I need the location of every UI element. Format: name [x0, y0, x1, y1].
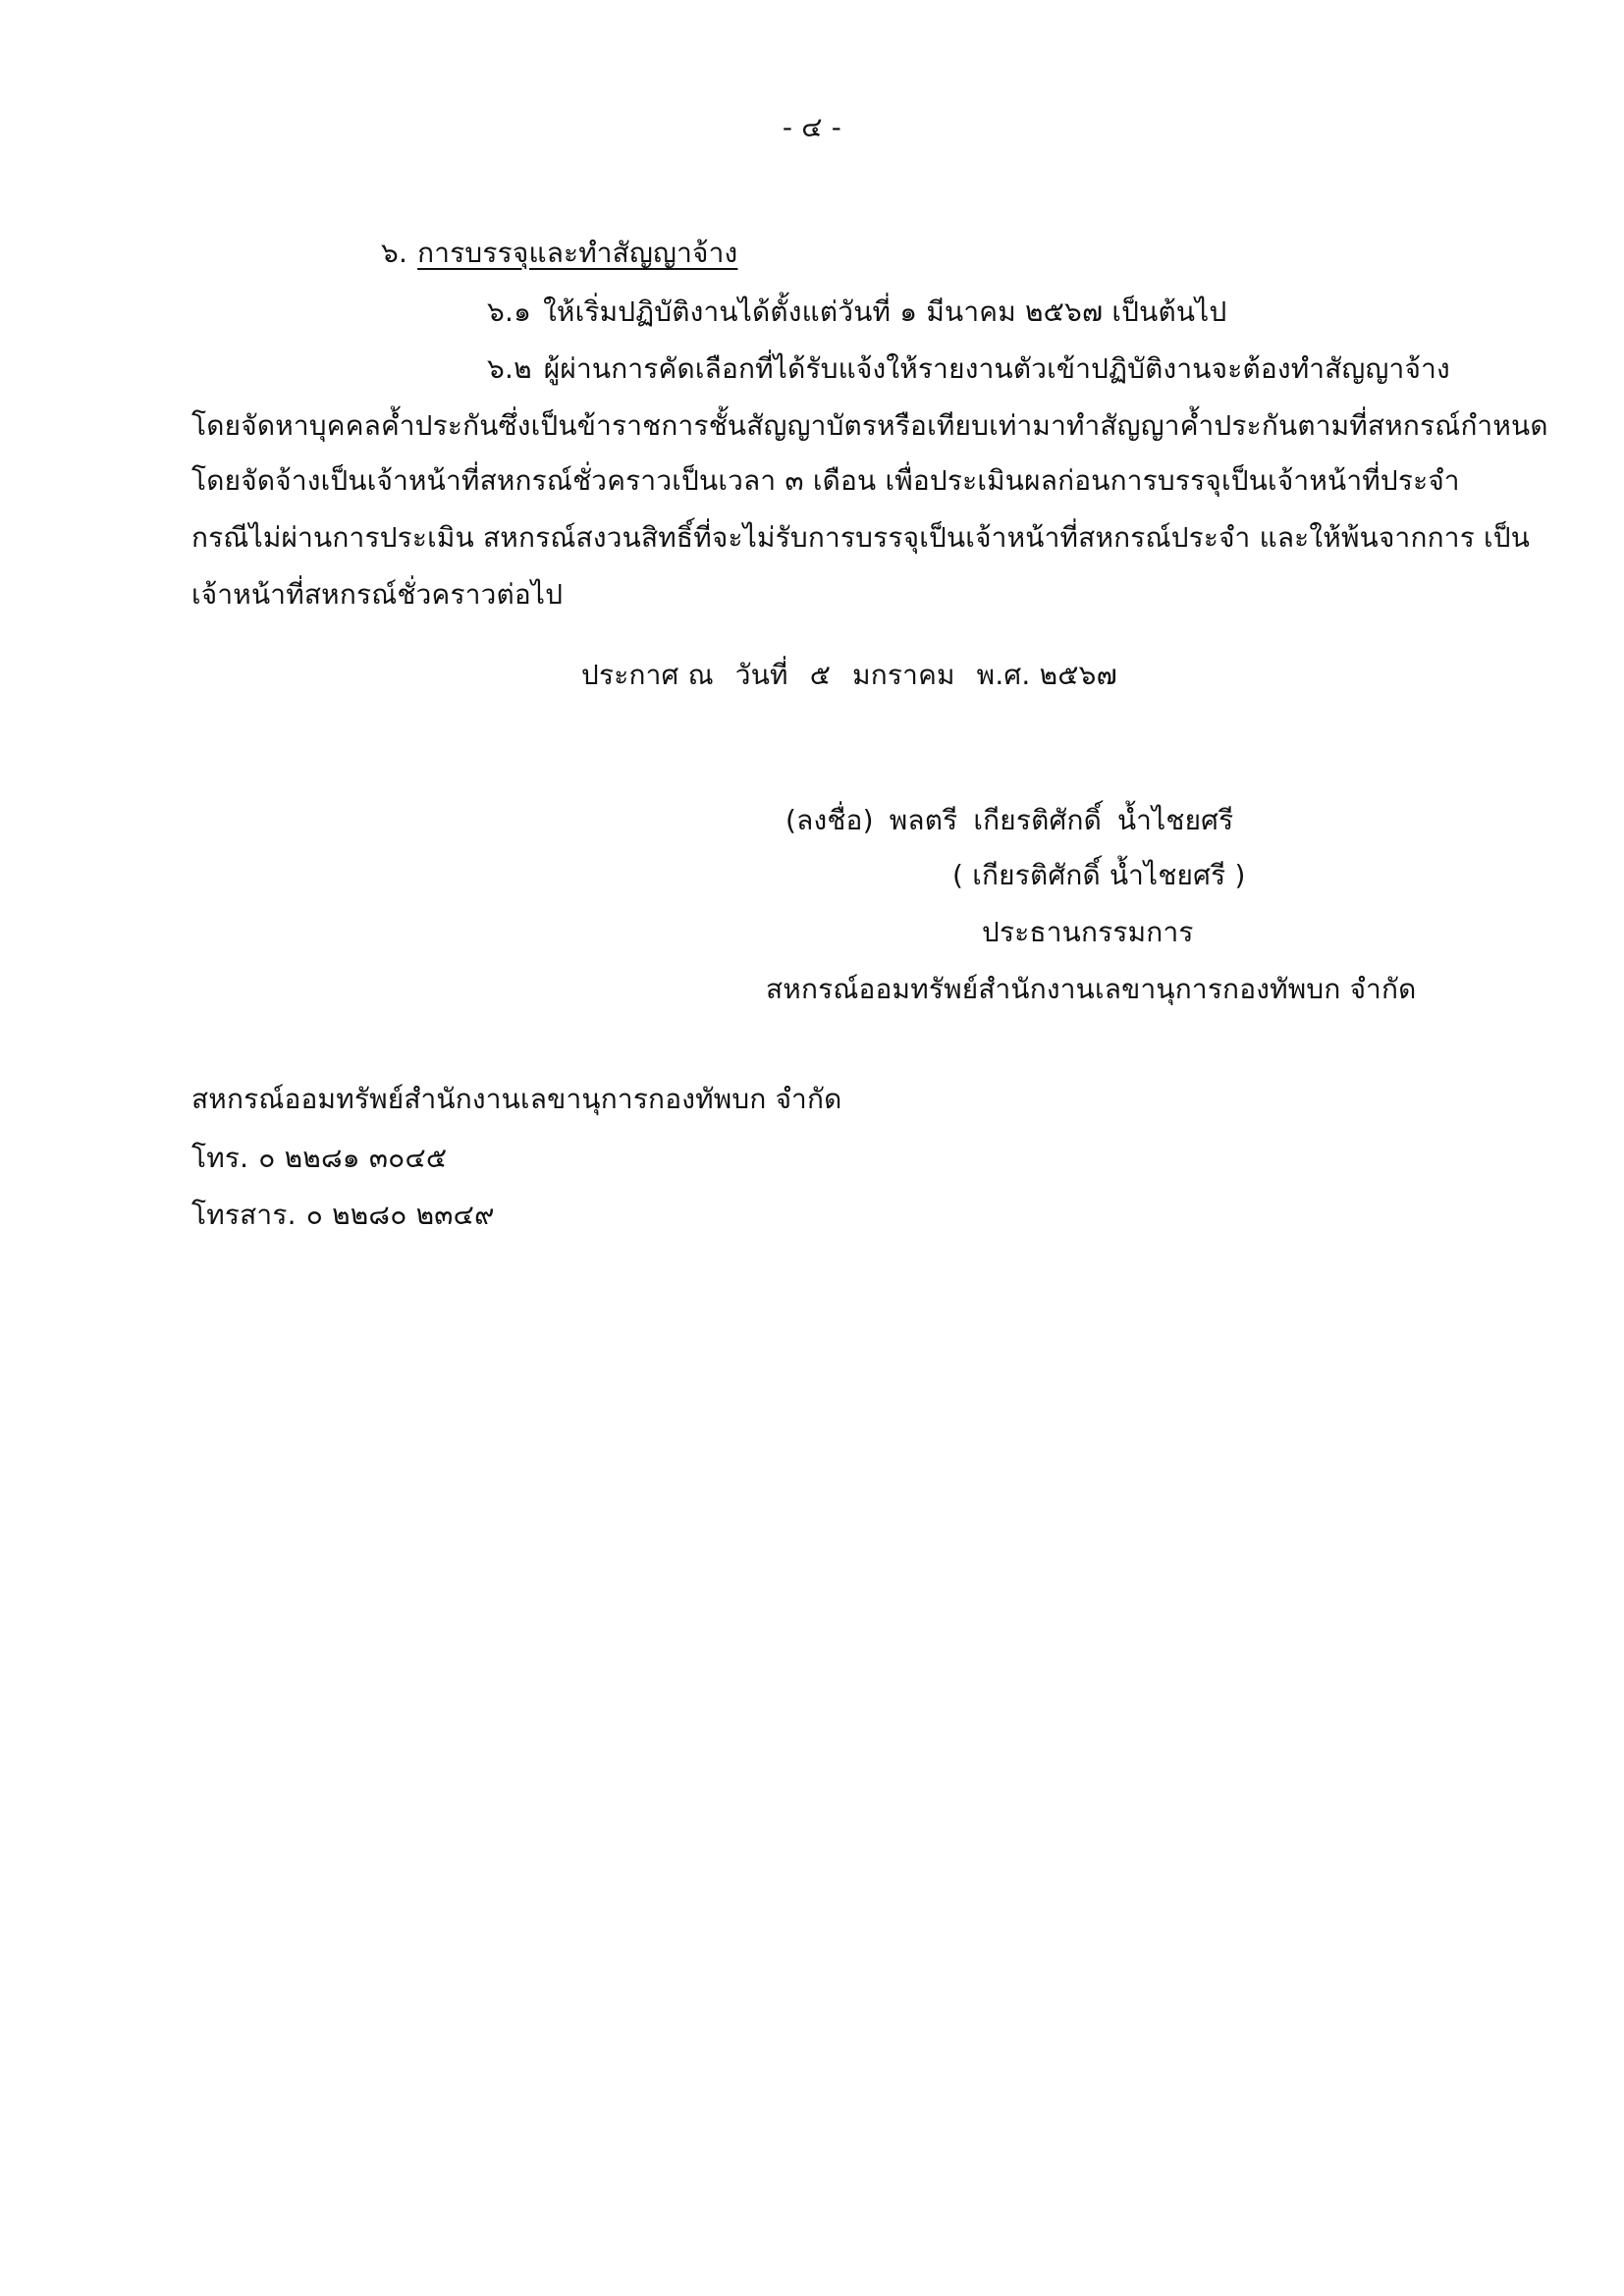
- signer-printed-name: ( เกียรติศักดิ์ น้ำไชยศรี ): [952, 859, 1246, 891]
- section-heading: [381, 234, 737, 273]
- announcement-date: [581, 656, 1139, 695]
- signer-last-name: น้ำไชยศรี: [1117, 804, 1234, 836]
- paragraph-line: เจ้าหน้าที่สหกรณ์ชั่วคราวต่อไป: [191, 578, 564, 611]
- footer-organization: สหกรณ์ออมทรัพย์สำนักงานเลขานุการกองทัพบก จำกัด: [191, 1083, 842, 1115]
- section-number: ๖.: [381, 237, 408, 269]
- clause-number: ๖.๒: [487, 352, 532, 385]
- signer-organization: สหกรณ์ออมทรัพย์สำนักงานเลขานุการกองทัพบก จำกัด: [766, 973, 1417, 1005]
- section-title: การบรรจุและทำสัญญาจ้าง: [417, 237, 738, 269]
- announcement-month: มกราคม: [852, 659, 955, 691]
- signer-position: ประธานกรรมการ: [982, 916, 1194, 948]
- footer-telephone: [191, 1139, 457, 1178]
- clause-number: ๖.๑: [487, 295, 532, 328]
- announcement-day: ๕: [809, 659, 832, 691]
- signature-line: [785, 801, 1249, 840]
- tel-number: ๐ ๒๒๘๑ ๓๐๔๕: [258, 1142, 448, 1174]
- paragraph-line: โดยจัดหาบุคคลค้ำประกันซึ่งเป็นข้าราชการชั้นสัญญาบัตรหรือเทียบเท่ามาทำสัญญาค้ำประกันตามที่สหกรณ์กำหนด: [191, 409, 1548, 442]
- signed-label: (ลงชื่อ): [785, 804, 874, 836]
- announcement-day-label: วันที่: [734, 659, 788, 691]
- clause-6-1: [487, 293, 1226, 332]
- clause-text: ให้เริ่มปฏิบัติงานได้ตั้งแต่วันที่ ๑ มีนาคม ๒๕๖๗ เป็นต้นไป: [543, 295, 1227, 328]
- fax-number: ๐ ๒๒๘๐ ๒๓๔๙: [305, 1199, 495, 1231]
- tel-label: โทร.: [191, 1142, 249, 1174]
- announcement-prefix: ประกาศ ณ: [581, 659, 714, 691]
- clause-text: ผู้ผ่านการคัดเลือกที่ได้รับแจ้งให้รายงานตัวเข้าปฏิบัติงานจะต้องทำสัญญาจ้าง: [543, 352, 1450, 385]
- announcement-year: พ.ศ. ๒๕๖๗: [976, 659, 1117, 691]
- paragraph-line: กรณีไม่ผ่านการประเมิน สหกรณ์สงวนสิทธิ์ที่จะไม่รับการบรรจุเป็นเจ้าหน้าที่สหกรณ์ประจำ และให้พ้นจากการ เป็น: [191, 521, 1531, 554]
- paragraph-line: โดยจัดจ้างเป็นเจ้าหน้าที่สหกรณ์ชั่วคราวเป็นเวลา ๓ เดือน เพื่อประเมินผลก่อนการบรรจุเป็นเจ้าหน้าที่ประจำ: [191, 464, 1460, 497]
- clause-6-2: [487, 349, 1450, 389]
- fax-label: โทรสาร.: [191, 1199, 297, 1231]
- signer-first-name: เกียรติศักดิ์: [973, 804, 1103, 836]
- footer-fax: [191, 1196, 505, 1235]
- signer-rank: พลตรี: [889, 804, 958, 836]
- page-number: - ๔ -: [782, 111, 842, 143]
